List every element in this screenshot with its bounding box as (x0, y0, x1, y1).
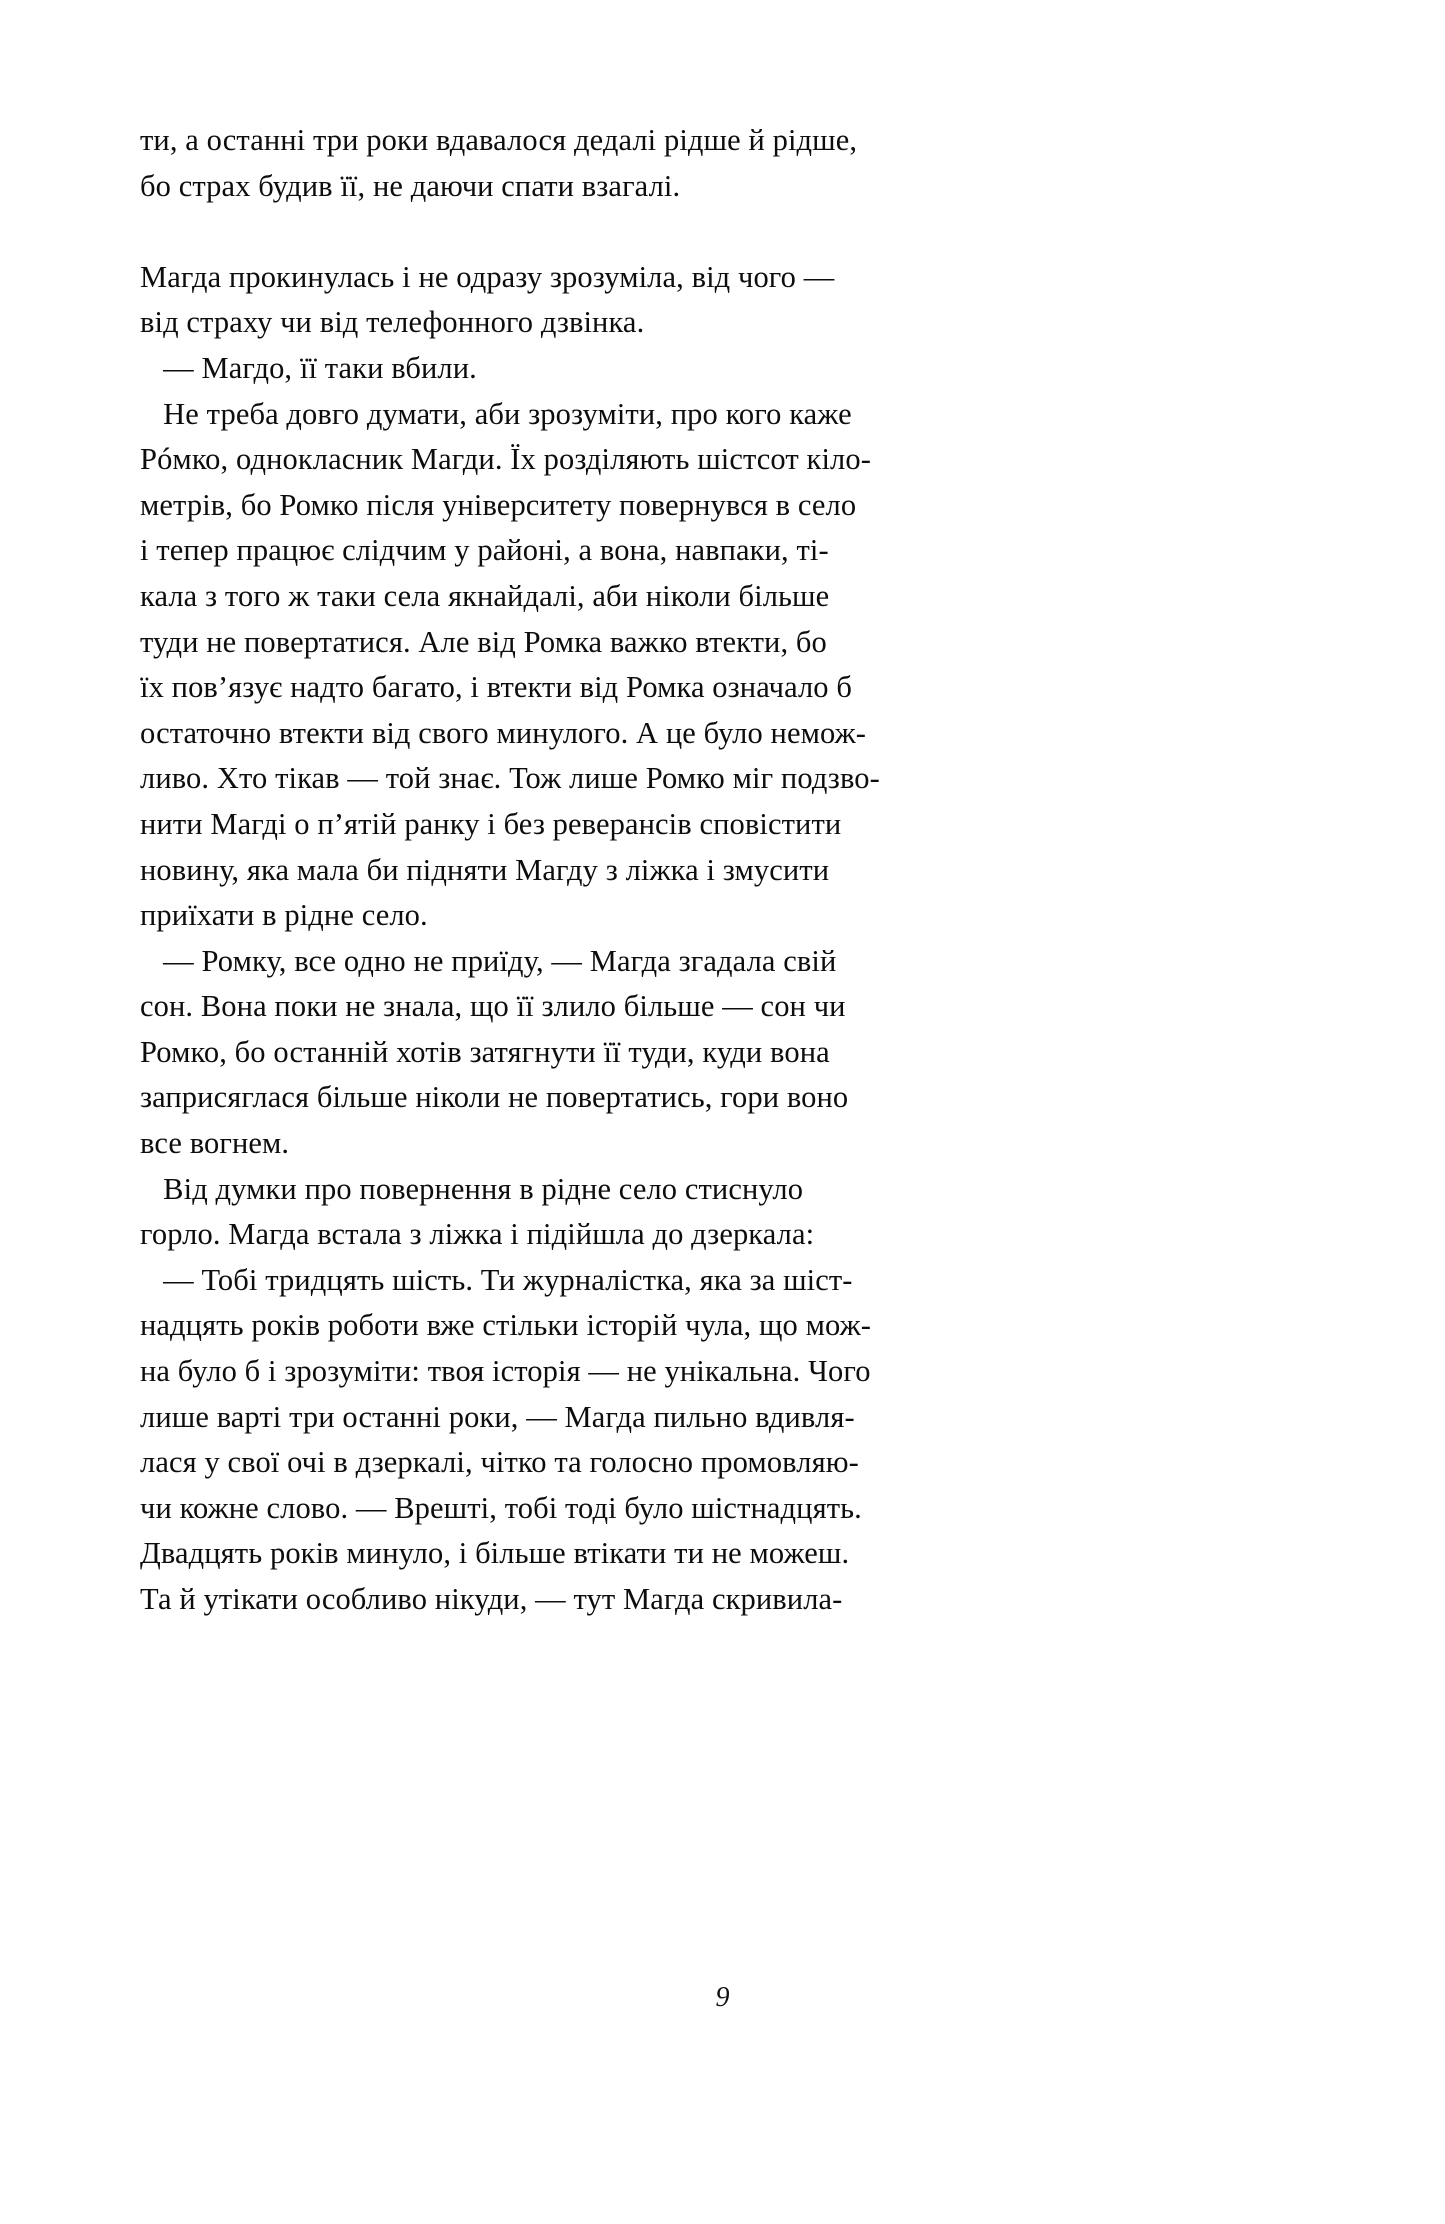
text-line: на було б і зрозуміти: твоя історія — не унікальна. Чого (140, 1354, 871, 1389)
paragraph-magda-woke (140, 255, 882, 346)
text-line: новину, яка мала би підняти Магду з ліжка і змусити (140, 852, 830, 887)
text-line: ливо. Хто тікав — той знає. Тож лише Ромко міг подзво- (140, 761, 880, 796)
text-line: все вогнем. (140, 1126, 290, 1161)
text-line: — Тобі тридцять шість. Ти журналістка, яка за шіст- (140, 1262, 853, 1297)
text-line: приїхати в рідне село. (140, 898, 428, 933)
page-text-block (140, 118, 882, 1623)
text-line: лише варті три останні роки, — Магда пильно вдивля- (140, 1399, 855, 1434)
text-line: — Магдо, її таки вбили. (140, 350, 477, 385)
text-line: від страху чи від телефонного дзвінка. (140, 305, 645, 340)
text-line: Та й утікати особливо нікуди, — тут Магда скривила- (140, 1582, 843, 1616)
text-line: заприсяглася більше ніколи не повертатись, гори воно (140, 1080, 849, 1115)
text-line: Двадцять років минуло, і більше втікати ти не можеш. (140, 1536, 850, 1571)
text-line: метрів, бо Ромко після університету повернувся в село (140, 487, 857, 522)
text-line: і тепер працює слідчим у районі, а вона, навпаки, ті- (140, 533, 829, 568)
text-line: Магда прокинулась і не одразу зрозуміла, від чого — (140, 259, 835, 294)
paragraph-dialogue-mirror (140, 1258, 882, 1623)
paragraph-thought-of-return (140, 1167, 882, 1258)
paragraph-continuation (140, 118, 882, 209)
text-line: горло. Магда встала з ліжка і підійшла до дзеркала: (140, 1217, 815, 1252)
paragraph-dialogue-not-coming (140, 939, 882, 1167)
paragraph-dialogue-killed (140, 346, 882, 392)
text-line: надцять років роботи вже стільки історій чула, що мож- (140, 1308, 872, 1343)
text-line: Не треба довго думати, аби зрозуміти, про кого каже (140, 396, 852, 431)
text-line: Від думки про повернення в рідне село стиснуло (140, 1171, 804, 1206)
paragraph-narration (140, 392, 882, 939)
text-line: Ромко, бо останній хотів затягнути її туди, куди вона (140, 1034, 830, 1069)
page-number: 9 (715, 1982, 730, 2013)
text-line: чи кожне слово. — Врешті, тобі тоді було шістнадцять. (140, 1490, 862, 1525)
text-line: — Ромку, все одно не приїду, — Магда згадала свій (140, 943, 837, 978)
text-line: сон. Вона поки не знала, що її злило більше — сон чи (140, 989, 846, 1024)
paragraph-separator (140, 209, 882, 255)
text-line: ти, а останні три роки вдавалося дедалі рідше й рідше, (140, 123, 858, 157)
text-line: остаточно втекти від свого минулого. А це було немож- (140, 715, 866, 750)
text-line: Рóмко, однокласник Магди. Їх розділяють шістсот кіло- (140, 442, 871, 477)
text-line: кала з того ж таки села якнайдалі, аби ніколи більше (140, 578, 830, 613)
text-line: бо страх будив її, не даючи спати взагалі. (140, 168, 681, 203)
text-line: лася у свої очі в дзеркалі, чітко та голосно промовляю- (140, 1445, 859, 1480)
text-line: нити Магді о п’ятій ранку і без реверансів сповістити (140, 806, 842, 841)
text-line: їх пов’язує надто багато, і втекти від Ромка означало б (140, 670, 853, 705)
text-line: туди не повертатися. Але від Ромка важко втекти, бо (140, 624, 827, 659)
